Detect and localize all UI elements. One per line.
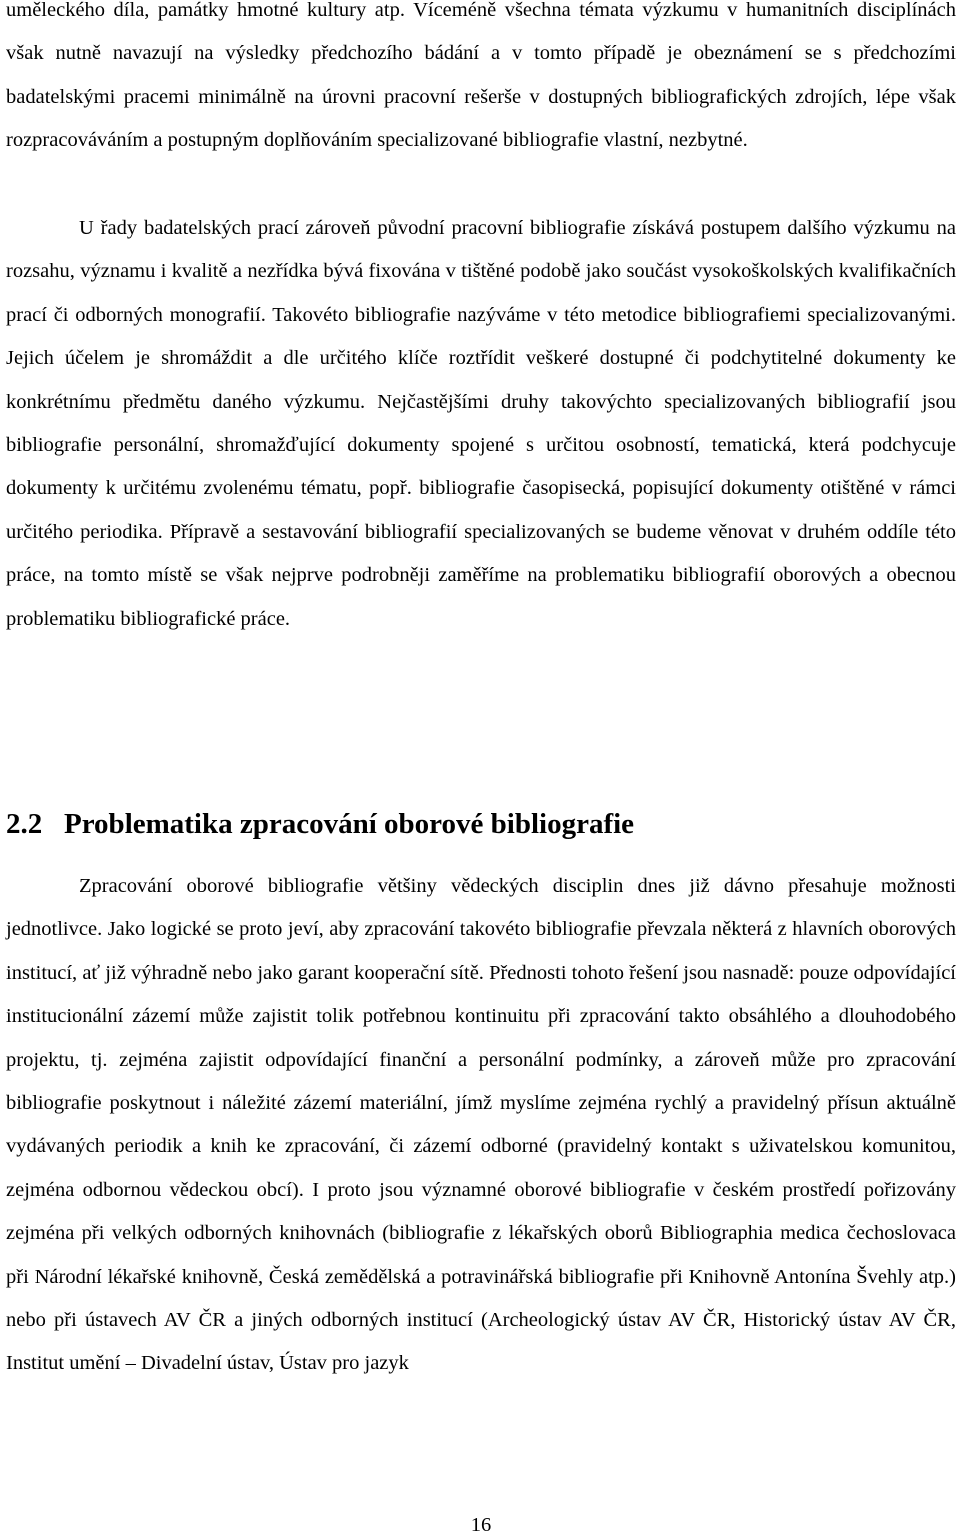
body-paragraph: U řady badatelských prací zároveň původní pracovní bibliografie získává postupem dalšího výzkumu na rozsahu, významu i kvalitě a nezřídka bývá fixována v tištěné podobě jako součást vysokoškolských kvalifikačních prací či odborných monografií. Takovéto bibliografie nazýváme v této metodice bibliografiemi specializovanými. Jejich účelem je shromáždit a dle určitého klíče roztřídit veškeré dostupné či podchytitelné dokumenty ke konkrétnímu předmětu daného výzkumu. Nejčastějšími druhy takovýchto specializovaných bibliografií jsou bibliografie personální, shromažďující dokumenty spojené s určitou osobností, tematická, která podchycuje dokumenty k určitému zvolenému tématu, popř. bibliografie časopisecká, popisující dokumenty otištěné v rámci určitého periodika. Přípravě a sestavování bibliografií specializovaných se budeme věnovat v druhém oddíle této práce, na tomto místě se však nejprve podrobněji zaměříme na problematiku bibliografií oborových a obecnou problematiku bibliografické práce. — [6, 217, 956, 630]
page-number: 16 — [470, 1514, 492, 1536]
section-number: 2.2 — [6, 808, 43, 840]
document-page — [6, 0, 956, 1537]
section-heading — [6, 802, 956, 846]
body-paragraph: uměleckého díla, památky hmotné kultury atp. Víceméně všechna témata výzkumu v humanitních disciplínách však nutně navazují na výsledky předchozího bádání a v tomto případě je obeznámení se s předchozími badatelskými pracemi minimálně na úrovni pracovní rešerše v dostupných bibliografických zdrojích, lépe však rozpracováváním a postupným doplňováním specializované bibliografie vlastní, nezbytné. — [6, 0, 956, 152]
section-title: Problematika zpracování oborové bibliografie — [64, 808, 635, 840]
body-paragraph: Zpracování oborové bibliografie většiny vědeckých disciplin dnes již dávno přesahuje možnosti jednotlivce. Jako logické se proto jeví, aby zpracování takovéto bibliografie převzala některá z hlavních oborových institucí, ať již výhradně nebo jako garant kooperační sítě. Přednosti tohoto řešení jsou nasnadě: pouze odpovídající institucionální zázemí může zajistit tolik potřebnou kontinuitu při zpracování takto obsáhlého a dlouhodobého projektu, tj. zejména zajistit odpovídající finanční a personální podmínky, a zároveň může pro zpracování bibliografie poskytnout i náležité zázemí materiální, jímž myslíme zejména rychlý a pravidelný přísun aktuálně vydávaných periodik a knih ke zpracování, či zázemí odborné (pravidelný kontakt s uživatelskou komunitou, zejména odbornou vědeckou obcí). I proto jsou významné oborové bibliografie v českém prostředí pořizovány zejména při velkých odborných knihovnách (bibliografie z lékařských oborů Bibliographia medica čechoslovaca při Národní lékařské knihovně, Česká zemědělská a potravinářská bibliografie při Knihovně Antonína Švehly atp.) nebo při ústavech AV ČR a jiných odborných institucí (Archeologický ústav AV ČR, Historický ústav AV ČR, Institut umění – Divadelní ústav, Ústav pro jazyk — [6, 875, 956, 1375]
